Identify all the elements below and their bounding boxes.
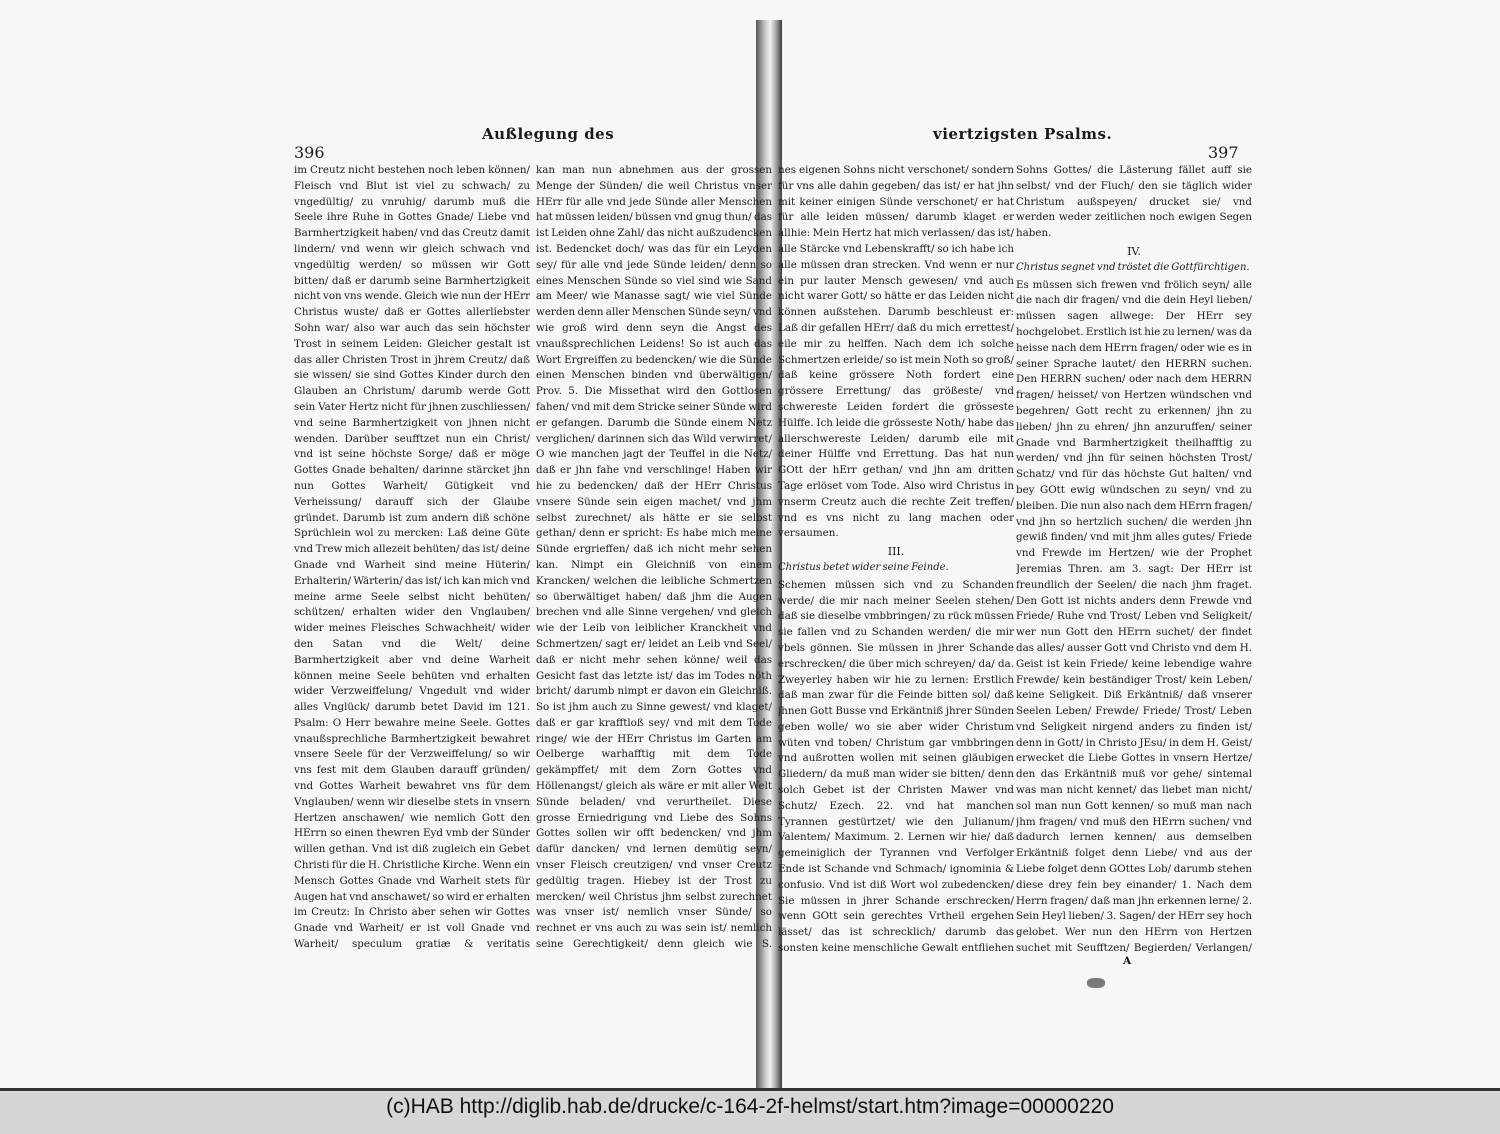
right-running-head: viertzigsten Psalms. (933, 125, 1113, 143)
left-page (282, 125, 772, 975)
right-col1-section-title: Christus betet wider seine Feinde. (778, 561, 949, 573)
left-running-head: Außlegung des (482, 125, 615, 143)
right-column-2 (1016, 163, 1252, 953)
right-col1-paragraph-1: nes eigenen Sohns nicht verschonet/ sondern für vns alle dahin gegeben/ das ist/ er hat jhn mit keiner einigen Sünde verschonet/ er hat für alle leiden müssen/ darumb klaget er allhie: Mein Hertz hat mich verlassen/ das ist/ alle Stärcke vnd Lebenskrafft/ so ich habe ich alle müssen dran strecken. Vnd wenn er nur ein pur lauter Mensch gewesen/ vnd auch nicht warer Gott/ so hätte er das Leiden nicht können außstehen. Darumb beschleust er: Laß dir gefallen HErr/ daß du mich errettest/ eile mir zu helffen. Nach dem ich solche Schmertzen erleide/ so ist mein Noth so groß/ daß keine grössere Noth fordert eine grössere Errettung/ das größeste/ vnd schwereste Leiden fordert die grösseste Hülffe. Ich leide die grösseste Noth/ habe das allerschwereste Leiden/ darumb eile mit deiner Hülffe vnd Errettung. Das hat nun GOtt der hErr gethan/ vnd jhn am dritten Tage erlöset vom Tode. Also wird Christus in vnserm Creutz auch die rechte Zeit treffen/ vnd es vns nicht zu lang machen oder versaumen. (778, 164, 1014, 540)
left-column-1 (294, 163, 530, 953)
right-col2-paragraph-1: Sohns Gottes/ die Lästerung fället auff sie selbst/ vnd der Fluch/ den sie täglich wider Christum außspeyen/ drucket sie/ vnd werden weder zeitlichen noch ewigen Segen haben. (1016, 164, 1252, 240)
ink-blot (1087, 978, 1105, 988)
right-col1-paragraph-2: Schemen müssen sich vnd zu Schanden werde/ die mir nach meiner Seelen stehen/ daß sie dieselbe vmbbringen/ zu rück müssen sie fallen vnd zu Schanden werden/ die mir vbels gönnen. Sie müssen in jhrer Schande erschrecken/ die über mich schreyen/ da/ da. Zweyerley haben wir hie zu lernen: Erstlich daß man zwar für die Feinde bitten sol/ daß jhnen Gott Busse vnd Erkäntniß jhrer Sünden geben wolle/ wo sie aber wider Christum wüten vnd toben/ Christum gar vmbbringen vnd außrotten wollen mit seinen gläubigen Gliedern/ da muß man wider sie bitten/ denn solch Gebet ist der Christen Mawer vnd Schutz/ Ezech. 22. vnd hat manchen Tyrannen gestürtzet/ wie den Julianum/ Valentem/ Maximum. 2. Lernen wir hie/ daß gemeiniglich der Tyrannen vnd Verfolger Ende ist Schande vnd Schmach/ ignominia & confusio. Vnd ist diß Wort wol zubedencken/ Sie müssen in jhrer Schande erschrecken/ wenn GOtt sein gerechtes Vrtheil ergehen lässet/ das ist schrecklich/ darumb das sonsten keine menschliche Gewalt entfliehen (778, 578, 1014, 953)
right-column-1 (778, 163, 1014, 953)
right-col2-paragraph-2: Es müssen sich frewen vnd frölich seyn/ alle die nach dir fragen/ vnd die dein Heyl lieben/ müssen sagen allwege: Der HErr sey hochgelobet. Erstlich ist hie zu lernen/ was da heisse nach dem HErrn fragen/ oder wie es in seiner Sprache lautet/ den HERRN suchen. Den HERRN suchen/ oder nach dem HERRN fragen/ heisset/ von Hertzen wündschen vnd begehren/ Gott recht zu erkennen/ jhn zu lieben/ jhn zu ehren/ jhn anzuruffen/ seiner Gnade vnd Barmhertzigkeit theilhafftig zu werden/ vnd jhn für seinen höchsten Trost/ Schatz/ vnd für das höchste Gut halten/ vnd bey GOtt ewig wündschen zu seyn/ vnd zu bleiben. Die nun also nach dem HErrn fragen/ vnd jhn so hertzlich suchen/ die werden jhn gewiß finden/ vnd mit jhm alles gutes/ Friede vnd Frewde im Hertzen/ wie der Prophet Jeremias Thren. am 3. sagt: Der HErr ist freundlich der Seelen/ die nach jhm fraget. Den Gott ist nichts anders denn Frewde vnd Friede/ Ruhe vnd Trost/ Leben vnd Seligkeit/ wer nun Gott den HErrn suchet/ der findet das alles/ ausser Gott vnd Christo vnd dem H. Geist ist kein Friede/ keine lebendige wahre Frewde/ kein beständiger Trost/ kein Leben/ keine Seligkeit. Diß Erkäntniß/ daß vnserer Seelen Leben/ Frewde/ Friede/ Trost/ Leben vnd Seligkeit nirgend anders zu finden ist/ denn in Gott/ in Christo JEsu/ in dem H. Geist/ erwecket die Liebe Gottes in vnsern Hertze/ den das Erkäntniß muß vor gehe/ sintemal was man nicht kennet/ das liebet man nicht/ sol man nun Gott kennen/ so muß man nach jhm fragen/ vnd muß den HErrn suchen/ vnd dadurch lernen kennen/ aus demselben Erkäntniß folget denn Liebe/ vnd aus der Liebe folget denn GOttes Lob/ darumb stehen diese drey fein bey einander/ 1. Nach dem Herrn fragen/ daß man jhn erkennen lerne/ 2. Sein Heyl lieben/ 3. Sagen/ der HErr sey hoch gelobet. Wer nun den HErrn von Hertzen suchet mit Seufftzen/ Begierden/ Verlangen/ (1016, 278, 1252, 953)
signature-mark: A (1123, 955, 1132, 967)
left-col1-paragraph-1: im Creutz nicht bestehen noch leben können/ Fleisch vnd Blut ist viel zu schwach/ zu vngedültig/ zu vnruhig/ darumb muß die Seele ihre Ruhe in Gottes Gnade/ Liebe vnd Barmhertzigkeit haben/ vnd das Creutz damit lindern/ vnd wenn wir gleich schwach vnd vngedültig werden/ so müssen wir Gott bitten/ daß er darumb seine Barmhertzigkeit nicht von vns wende. Gleich wie nun der HErr Christus wuste/ daß er Gottes allerliebster Sohn war/ also war auch das sein höchster Trost in seinem Leiden: Gleicher gestalt ist das aller Christen Trost in jhrem Creutz/ daß sie wissen/ sie sind Gottes Kinder durch den Glauben an Christum/ darumb werde Gott sein Vater Hertz nicht für jhnen zuschliessen/ vnd seine Barmhertzigkeit von jhnen nicht wenden. Darüber seufftzet nun ein Christ/ vnd ist seine höchste Sorge/ daß er möge Gottes Gnade behalten/ darinne stärcket jhn nun Gottes Warheit/ Gütigkeit vnd Verheissung/ darauff sich der Glaube gründet. Darumb ist zum andern diß schöne Sprüchlein wol zu mercken: Laß deine Güte vnd Trew mich allezeit behüten/ das ist/ deine Gnade vnd Warheit sind meine Hüterin/ Erhalterin/ Wärterin/ das ist/ ich kan mich vnd meine arme Seele selbst nicht behüten/ schützen/ erhalten wider den Vnglauben/ wider meines Fleisches Schwachheit/ wider den Satan vnd die Welt/ deine Barmhertzigkeit aber vnd deine Warheit können meine Seele behüten vnd erhalten wider Verzweiffelung/ Vngedult vnd wider alles Vnglück/ darumb betet David im 121. Psalm: O Herr bewahre meine Seele. Gottes vnaußsprechliche Barmhertzigkeit bewahret vnsere Seele für der Verzweiffelung/ so wir vns fest mit dem Glauben darauff gründen/ vnd Gottes Warheit bewahret vns für dem Vnglauben/ wenn wir dieselbe stets in vnsern Hertzen anschawen/ wie nemlich Gott den HErrn so einen thewren Eyd vmb der Sünder willen gethan. Vnd ist diß zugleich ein Gebet Christi für die H. Christliche Kirche. Wenn ein Mensch Gottes Gnade vnd Warheit stets für Augen hat vnd anschawet/ so wird er erhalten im Creutz: In Christo aber sehen wir Gottes Gnade vnd Warheit/ er ist voll Gnade vnd Warheit/ speculum gratiæ & veritatis (294, 164, 530, 951)
right-col2-section-number: IV. (1127, 244, 1141, 258)
right-page-number: 397 (1208, 143, 1239, 162)
copyright-credit: (c)HAB http://diglib.hab.de/drucke/c-164-2f-helmst/start.htm?image=00000220 (386, 1095, 1114, 1118)
left-page-number: 396 (294, 143, 325, 162)
footer-bar (0, 1088, 1500, 1134)
right-page (778, 125, 1252, 975)
left-col2-paragraph-1: kan man nun abnehmen aus der grossen Menge der Sünden/ die weil Christus vnser HErr für alle vnd jede Sünde aller Menschen hat müssen leiden/ büssen vnd gnug thun/ das ist Leiden ohne Zahl/ das nicht außzudencken ist. Bedencket doch/ was das für ein Leyden sey/ für alle vnd jede Sünde leiden/ denn so eines Menschen Sünde so viel sind wie Sand am Meer/ wie Manasse sagt/ wie viel Sünde werden denn aller Menschen Sünde seyn/ vnd wie groß wird denn seyn die Angst des vnaußsprechlichen Leidens! So ist auch das Wort Ergreiffen zu bedencken/ wie die Sünde einen Menschen binden vnd überwältigen/ Prov. 5. Die Missethat wird den Gottlosen fahen/ vnd mit dem Stricke seiner Sünde wird er gefangen. Darumb die Sünde einem Netz verglichen/ darinnen sich das Wild verwirret/ O wie manchen jagt der Teuffel in die Netz/ daß er jhn fahe vnd verschlinge! Haben wir hie zu bedencken/ daß der HErr Christus vnsere Sünde sein eigen machet/ vnd jhm selbst zurechnet/ als hätte er sie selbst gethan/ denn er spricht: Es habe mich meine Sünde ergrieffen/ daß ich nicht mehr sehen kan. Nimpt ein Gleichniß von einem Krancken/ welchen die leibliche Schmertzen so überwältiget haben/ daß jhm die Augen brechen vnd alle Sinne vergehen/ vnd gleich wie der Leib von leiblicher Kranckheit vnd Schmertzen/ sagt er/ leidet an Leib vnd Seel/ daß er nicht mehr sehen könne/ weil das Gesicht fast das letzte ist/ das im Todes nöth bricht/ darumb nimpt er davon ein Gleichniß. So ist jhm auch zu Sinne gewest/ vnd klaget/ daß er gar krafftloß sey/ vnd mit dem Tode ringe/ wie der HErr Christus im Garten am Oelberge warhafftig mit dem Tode gekämpffet/ mit dem Zorn Gottes vnd Höllenangst/ gleich als wäre er mit aller Welt Sünde beladen/ vnd verurtheilet. Diese grosse Erniedrigung vnd Liebe des Sohns Gottes sollen wir offt bedencken/ vnd jhm dafür dancken/ vnd lernen demütig seyn/ vnser Fleisch creutzigen/ vnd vnser Creutz gedültig tragen. Hiebey ist der Trost zu mercken/ weil Christus jhm selbst zurechnet was vnser ist/ nemlich vnser Sünde/ so rechnet er vns auch zu was sein ist/ nemlich seine Gerechtigkeit/ denn gleich wie S. (536, 164, 772, 951)
left-column-2 (536, 163, 772, 953)
right-col2-section-title: Christus segnet vnd tröstet die Gottfürchtigen. (1016, 261, 1250, 273)
right-col1-section-number: III. (887, 545, 905, 559)
